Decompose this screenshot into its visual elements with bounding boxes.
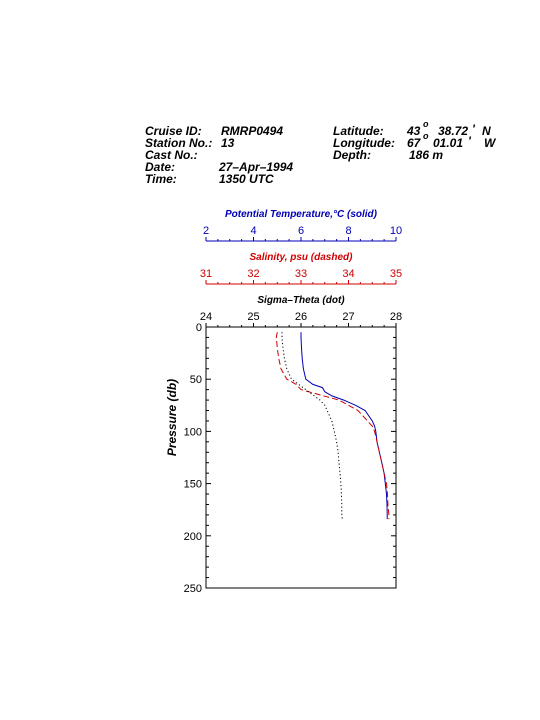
salinity-tick-label: 31 xyxy=(199,268,213,280)
latitude-minute-mark: ' xyxy=(472,122,475,136)
salinity-tick-label: 35 xyxy=(389,268,403,280)
latitude-degree-mark: o xyxy=(423,119,429,129)
salinity-tick-label: 33 xyxy=(294,268,308,280)
y-tick-label: 100 xyxy=(183,426,202,439)
y-tick-label: 200 xyxy=(183,530,202,543)
temperature-tick-label: 2 xyxy=(202,225,210,237)
y-tick-label: 0 xyxy=(195,322,202,334)
depth-label: Depth: xyxy=(333,148,371,162)
sigma-profile-line xyxy=(282,332,342,519)
longitude-label: Longitude: xyxy=(333,136,395,150)
salinity-axis-title: Salinity, psu (dashed) xyxy=(249,252,353,263)
temperature-tick-label: 8 xyxy=(345,225,352,237)
series-layer xyxy=(276,332,389,519)
time-label: Time: xyxy=(145,172,177,186)
plot-frame xyxy=(206,327,396,588)
temperature-axis-title: Potential Temperature,°C (solid) xyxy=(225,209,377,220)
longitude-minutes: 01.01 xyxy=(433,136,464,150)
longitude-hemisphere: W xyxy=(484,136,496,150)
sigma-axis-title: Sigma–Theta (dot) xyxy=(257,295,345,306)
station-value: 13 xyxy=(221,136,235,150)
sigma-tick-label: 28 xyxy=(389,311,403,323)
y-tick-label: 50 xyxy=(189,374,202,387)
latitude-degrees: 43 xyxy=(407,124,421,138)
salinity-tick-label: 32 xyxy=(247,268,260,280)
date-label: Date: xyxy=(145,160,176,174)
latitude-label: Latitude: xyxy=(333,124,384,138)
temperature-tick-label: 10 xyxy=(389,225,403,237)
sigma-tick-label: 26 xyxy=(294,311,308,323)
latitude-minutes: 38.72 xyxy=(438,124,469,138)
salinity-tick-label: 34 xyxy=(342,268,355,280)
temperature-profile-line xyxy=(301,332,387,519)
y-axis-title: Pressure (db) xyxy=(165,378,179,457)
y-tick-label: 250 xyxy=(183,583,202,595)
temperature-tick-label: 4 xyxy=(250,225,257,237)
cruise-id-label: Cruise ID: xyxy=(145,124,202,138)
y-tick-label: 150 xyxy=(183,478,202,491)
cast-label: Cast No.: xyxy=(145,148,198,162)
cruise-id-value: RMRP0494 xyxy=(221,124,284,138)
sigma-tick-label: 25 xyxy=(247,311,260,323)
depth-value: 186 m xyxy=(409,148,444,162)
longitude-degree-mark: o xyxy=(423,131,429,141)
time-value: 1350 UTC xyxy=(219,172,274,186)
longitude-minute-mark: ' xyxy=(468,134,471,148)
sigma-tick-label: 27 xyxy=(342,311,355,323)
longitude-degrees: 67 xyxy=(407,136,421,150)
station-label: Station No.: xyxy=(145,136,213,150)
temperature-tick-label: 6 xyxy=(297,225,305,237)
date-value: 27–Apr–1994 xyxy=(219,160,294,174)
axes-layer xyxy=(165,209,402,595)
latitude-hemisphere: N xyxy=(482,124,491,138)
sigma-tick-label: 24 xyxy=(199,311,213,323)
